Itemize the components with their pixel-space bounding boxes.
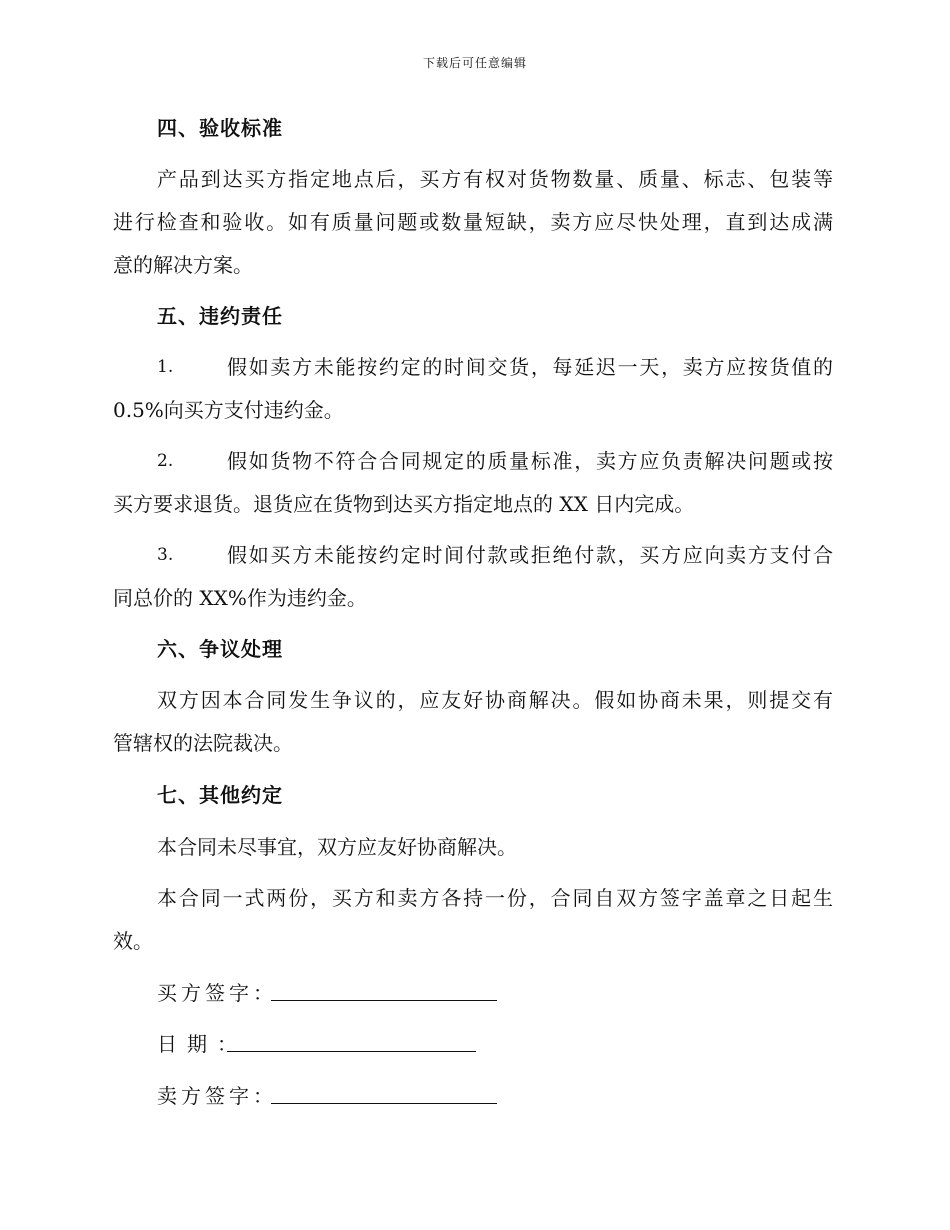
- section-6-line-1: 双方因本合同发生争议的，应友好协商解决。假如协商未果，则提交有: [157, 688, 833, 712]
- section-7-para-2-line-2: 效。: [113, 929, 153, 953]
- section-7-para-1: 本合同未尽事宜，双方应友好协商解决。: [157, 835, 517, 859]
- seller-signature-label: 卖方签字：: [157, 1084, 277, 1108]
- buyer-signature-line: [271, 1000, 497, 1001]
- item-3-number: 3.: [157, 545, 174, 565]
- section-6-title: 六、争议处理: [157, 637, 283, 661]
- item-2-line-1: 假如货物不符合合同规定的质量标准，卖方应负责解决问题或按: [227, 449, 833, 473]
- section-7-para-2-line-1: 本合同一式两份，买方和卖方各持一份，合同自双方签字盖章之日起生: [157, 886, 833, 910]
- item-3-line-2: 同总价的 XX%作为违约金。: [113, 586, 367, 610]
- item-1-line-2: 0.5%向买方支付违约金。: [113, 398, 344, 422]
- section-4-line-1: 产品到达买方指定地点后，买方有权对货物数量、质量、标志、包装等: [157, 167, 833, 191]
- page-header: 下载后可任意编辑: [422, 56, 527, 70]
- item-1-line-1: 假如卖方未能按约定的时间交货，每延迟一天，卖方应按货值的: [227, 355, 833, 379]
- section-5-title: 五、违约责任: [157, 304, 283, 328]
- date-label: 日期：: [157, 1032, 247, 1056]
- item-2-line-2: 买方要求退货。退货应在货物到达买方指定地点的 XX 日内完成。: [113, 492, 695, 516]
- section-4-title: 四、验收标准: [157, 116, 283, 140]
- item-1-number: 1.: [157, 357, 174, 377]
- date-line: [227, 1051, 476, 1052]
- seller-signature-line: [271, 1103, 497, 1104]
- section-4-line-3: 意的解决方案。: [113, 253, 253, 277]
- section-7-title: 七、其他约定: [157, 783, 283, 807]
- section-4-line-2: 进行检查和验收。如有质量问题或数量短缺，卖方应尽快处理，直到达成满: [113, 210, 833, 234]
- item-3-line-1: 假如买方未能按约定时间付款或拒绝付款，买方应向卖方支付合: [227, 543, 833, 567]
- buyer-signature-label: 买方签字：: [157, 981, 277, 1005]
- item-2-number: 2.: [157, 451, 174, 471]
- section-6-line-2: 管辖权的法院裁决。: [113, 731, 293, 755]
